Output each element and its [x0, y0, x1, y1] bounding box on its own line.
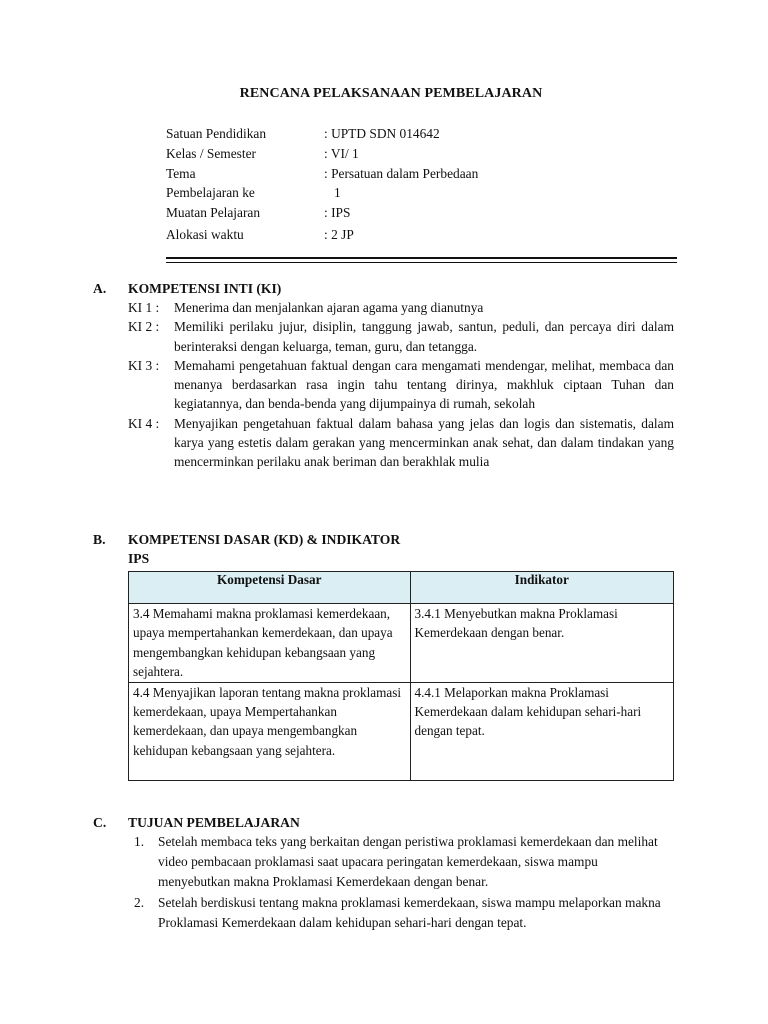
info-label: Satuan Pendidikan	[166, 126, 267, 141]
info-row-muatan	[166, 203, 478, 223]
list-number: 2.	[134, 895, 145, 910]
info-value: : UPTD SDN 014642	[324, 126, 440, 141]
table-header-row	[129, 572, 674, 604]
ki-tag: KI 3 :	[128, 357, 160, 373]
ki-item	[128, 298, 674, 317]
table-header-kd: Kompetensi Dasar	[129, 572, 411, 604]
info-label: Kelas / Semester	[166, 145, 256, 161]
ki-text: Menyajikan pengetahuan faktual dalam bahasa yang jelas dan logis dan sistematis, dalam karya yang estetis dalam gerakan yang mencerminkan anak sehat, dan dalam tindakan yang mencerminkan perilaku anak beriman dan berakhlak mulia	[174, 415, 674, 470]
double-rule-divider	[166, 257, 677, 263]
ki-text: Memahami pengetahuan faktual dengan cara mengamati mendengar, melihat, membaca dan menanya berdasarkan rasa ingin tahu tentang dirinya, makhluk ciptaan Tuhan dan kegiatannya, dan benda-benda yang dijumpainya di rumah, sekolah	[174, 357, 674, 412]
info-row-pembelajaran	[166, 183, 478, 203]
info-label: Alokasi waktu	[166, 226, 244, 242]
kd-indikator-table	[128, 571, 674, 781]
table-cell: 4.4 Menyajikan laporan tentang makna proklamasi kemerdekaan, upaya Mempertahankan kemerdekaan, dan upaya mengembangkan kehidupan kebangsaan yang sejahtera.	[129, 682, 411, 780]
section-a-letter: A.	[93, 281, 107, 296]
ki-item	[128, 414, 674, 472]
table-row	[129, 682, 674, 780]
section-c-heading: TUJUAN PEMBELAJARAN	[128, 815, 300, 830]
section-a-heading: KOMPETENSI INTI (KI)	[128, 281, 282, 296]
table-cell: 3.4 Memahami makna proklamasi kemerdekaan, upaya mempertahankan kemerdekaan, dan upaya mengembangkan kehidupan kebangsaan yang sejahtera.	[129, 604, 411, 683]
info-row-satuan	[166, 124, 478, 144]
info-label: Tema	[166, 165, 196, 181]
ki-tag: KI 2 :	[128, 319, 160, 335]
list-text: Setelah berdiskusi tentang makna proklamasi kemerdekaan, siswa mampu melaporkan makna Proklamasi Kemerdekaan dalam kehidupan sehari-hari dengan tepat.	[158, 895, 661, 930]
info-row-alokasi	[166, 225, 478, 245]
info-row-tema	[166, 164, 478, 184]
info-value: 1	[324, 185, 341, 201]
list-item	[134, 893, 670, 933]
ki-list	[128, 298, 674, 472]
document-title: RENCANA PELAKSANAAN PEMBELAJARAN	[239, 86, 543, 101]
table-row	[129, 604, 674, 683]
list-number: 1.	[134, 834, 145, 849]
info-value: : Persatuan dalam Perbedaan	[324, 165, 479, 181]
info-value: : 2 JP	[324, 226, 354, 242]
identity-block	[166, 124, 478, 245]
table-cell: 3.4.1 Menyebutkan makna Proklamasi Kemerdekaan dengan benar.	[410, 604, 674, 683]
section-b-subheading: IPS	[128, 551, 150, 566]
info-label: Pembelajaran ke	[166, 185, 255, 201]
ki-item	[128, 317, 674, 356]
table-cell: 4.4.1 Melaporkan makna Proklamasi Kemerdekaan dalam kehidupan sehari-hari dengan tepat.	[410, 682, 674, 780]
info-row-kelas	[166, 144, 478, 164]
list-text: Setelah membaca teks yang berkaitan dengan peristiwa proklamasi kemerdekaan dan melihat video pembacaan proklamasi saat upacara peringatan kemerdekaan, siswa mampu menyebutkan makna Proklamasi Kemerdekaan dengan benar.	[158, 834, 658, 889]
info-value: : IPS	[324, 205, 351, 221]
table-header-indikator: Indikator	[410, 572, 674, 604]
info-label: Muatan Pelajaran	[166, 205, 261, 221]
list-item	[134, 832, 670, 892]
info-value: : VI/ 1	[324, 145, 359, 161]
section-b-heading: KOMPETENSI DASAR (KD) & INDIKATOR	[128, 532, 401, 547]
ki-text: Memiliki perilaku jujur, disiplin, tanggung jawab, santun, peduli, dan percaya diri dalam berinteraksi dengan keluarga, teman, guru, dan tetangga.	[174, 319, 674, 354]
ki-item	[128, 356, 674, 414]
ki-tag: KI 1 :	[128, 300, 160, 315]
section-b-letter: B.	[93, 532, 106, 547]
ki-text: Menerima dan menjalankan ajaran agama yang dianutnya	[174, 300, 484, 315]
tujuan-list	[134, 832, 670, 934]
ki-tag: KI 4 :	[128, 415, 160, 431]
section-c-letter: C.	[93, 815, 107, 830]
